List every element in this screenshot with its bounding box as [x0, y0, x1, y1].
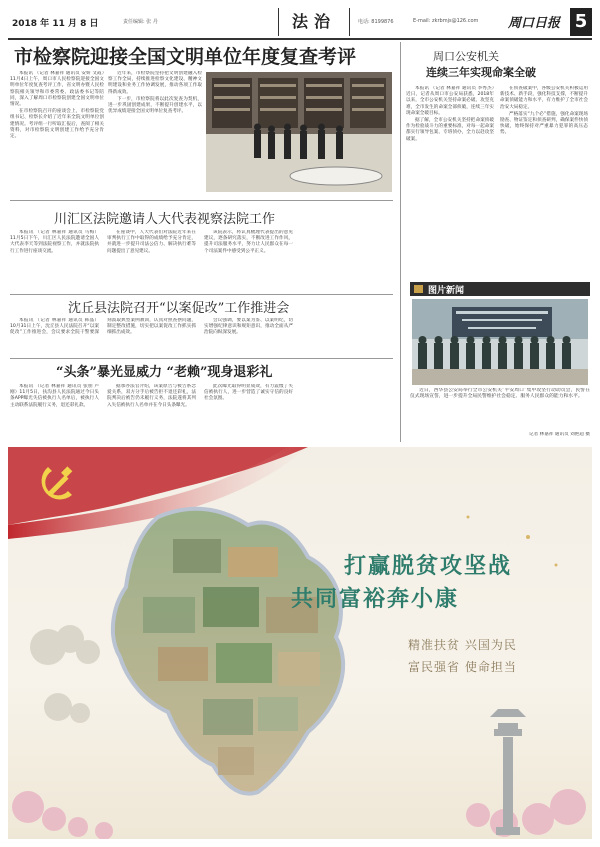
issue-date: 2018 年 11 月 8 日	[12, 19, 99, 29]
photo-police-oath	[412, 299, 588, 385]
headline-headline-exposure: “头条”暴光显威力 “老赖”现身退彩礼	[56, 365, 273, 380]
page-number: 5	[570, 8, 592, 36]
article-procuratorate-col2: 近年来，市检察院坚持把文明创建融入检察工作全局，持续推进检察文化建设、精神文明建设和业务工作协调发展，推动各项工作取得新成效。 下一步，市检察院将以此次复查为契机，进一步巩固创建成果，不断提升创建水平，以优异成绩迎接全国文明单位复查考评。	[108, 71, 202, 115]
article-chuanhui-court: 本报讯 （记者 林嘉祥 通讯员 马梅）11月5日下午，川汇区人民法院邀请全国人大代表李天等到法院视察工作，并就法院执行工作进行座谈交流。 在座谈中，人大代表们对法院近年来在审判执行工作中取得的成绩给予充分肯定，并就进一步提升司法公信力、解决执行难等问题提出了意见建议。 该院表示，将认真梳理代表提出的意见建议，逐条研究落实，不断改进工作作风，提升司法服务水平，努力让人民群众在每一个司法案件中感受到公平正义。	[10, 230, 293, 254]
headline-procuratorate: 市检察院迎接全国文明单位年度复查考评	[14, 46, 357, 68]
photo-news-credit: 记者 林嘉祥 通讯员 刘艳超 摄	[529, 432, 590, 437]
poster-subline2: 富民强省 使命担当	[408, 660, 517, 674]
divider	[10, 358, 393, 359]
photo-news-caption: 近日，西华县公安局举行全市公安机关“平安周口”集中攻坚行动动员会，民警在仪式现场宣誓，进一步提升全局民警维护社会稳定、服务人民群众的能力和水平。	[410, 388, 590, 400]
headline-police-line2: 连续三年实现命案全破	[426, 66, 536, 79]
article-headline-exposure: 本报讯 （记者 林嘉祥 通讯员 张朋 卢刚）11月5日，扶沟县人民法院通过今日头条APP曝光失信被执行人名单后，被执行人主动联系法院履行义务，退还彩礼款。 据承办法官介绍，该案原告与被告系恋爱关系，双方分手后被告拒不退还彩礼，法院判决后被告仍未履行义务，法院遂将其列入失信被执行人名单并在今日头条曝光。 此次曝光取得明显成效，有力震慑了失信被执行人，进一步营造了诚实守信的良好社会氛围。	[10, 384, 293, 408]
phone-info: 电话: 8199876	[358, 19, 394, 25]
section-title: 法治	[278, 8, 350, 36]
camera-icon	[414, 285, 423, 293]
headline-shenqiu-court: 沈丘县法院召开“以案促改”工作推进会	[68, 301, 290, 316]
poster-subline1: 精准扶贫 兴国为民	[408, 638, 517, 652]
article-police-col2: 在侦查破案中，各级公安机关积极运用新技术、新手段，强化科技支撑，不断提升命案侦破能力和水平，有力维护了全市社会治安大局稳定。 严格落实“九个必”措施，强化命案现场勘查、物证鉴定和侦查研判，确保案件快侦快破，始终保持对严重暴力犯罪的高压态势。	[500, 86, 588, 136]
page-header	[8, 8, 592, 40]
photo-procuratorate-visit	[206, 72, 392, 192]
poverty-alleviation-poster	[8, 447, 592, 839]
headline-chuanhui-court: 川汇区法院邀请人大代表视察法院工作	[54, 212, 276, 227]
article-procuratorate-col1: 本报讯 （记者 林嘉祥 通讯员 安妍 文霞）11月4日上午，周口市人民检察院迎接全国文明单位年度复查考评工作，省文明办暨人民检察院相关领导和市委常委、政法委书记等陪同，深入了解周口市检察院创建全国文明单位情况。 在市检察院召开的座谈会上，市检察院党组书记、检察长介绍了近年来全院文明单位创建情况。考评组一行听取汇报后，查阅了相关资料，对市检察院文明创建工作给予充分肯定。	[10, 71, 104, 140]
poster-slogan-line2: 共同富裕奔小康	[291, 586, 460, 612]
divider	[10, 200, 393, 201]
article-police-col1: 本报讯 （记者 林嘉祥 通讯员 李秀杰）近日，记者从周口市公安局获悉，2018年以来，全市公安机关坚持命案必破、攻坚克难，全市发生的命案全部侦破，连续三年实现命案全破目标。 据了解，全市公安机关坚持把命案侦破作为检验战斗力的重要标准，对每一起命案都实行领导包案、专班侦办，全力以赴攻坚破案。	[406, 86, 494, 142]
poster-slogan-line1: 打赢脱贫攻坚战	[344, 553, 513, 579]
newspaper-logo: 周口日报	[508, 16, 561, 31]
divider	[10, 294, 393, 295]
photo-news-label: 图片新闻	[410, 282, 590, 296]
bookshelf-scene-image	[206, 72, 392, 192]
column-divider	[400, 42, 401, 442]
police-parade-image	[412, 299, 588, 385]
headline-police-line1: 周口公安机关	[433, 50, 499, 63]
editor-info: 责任编辑: 张 丹	[123, 19, 158, 25]
email-info: E-mail: zkrbmjs@126.com	[413, 18, 479, 24]
article-shenqiu-court: 本报讯 （记者 林嘉祥 通讯员 韩晶）10月31日上午，沈丘县人民法院召开“以案促改”工作推进会，会议要求全院干警要深刻汲取典型案例教训，认真对照查摆问题，制定整改措施，切实把以案促改工作抓实抓细抓出成效。 会议强调，要以案为鉴、以案明纪，切实增强纪律意识和规矩意识，推动全面从严治院向纵深发展。	[10, 318, 293, 336]
